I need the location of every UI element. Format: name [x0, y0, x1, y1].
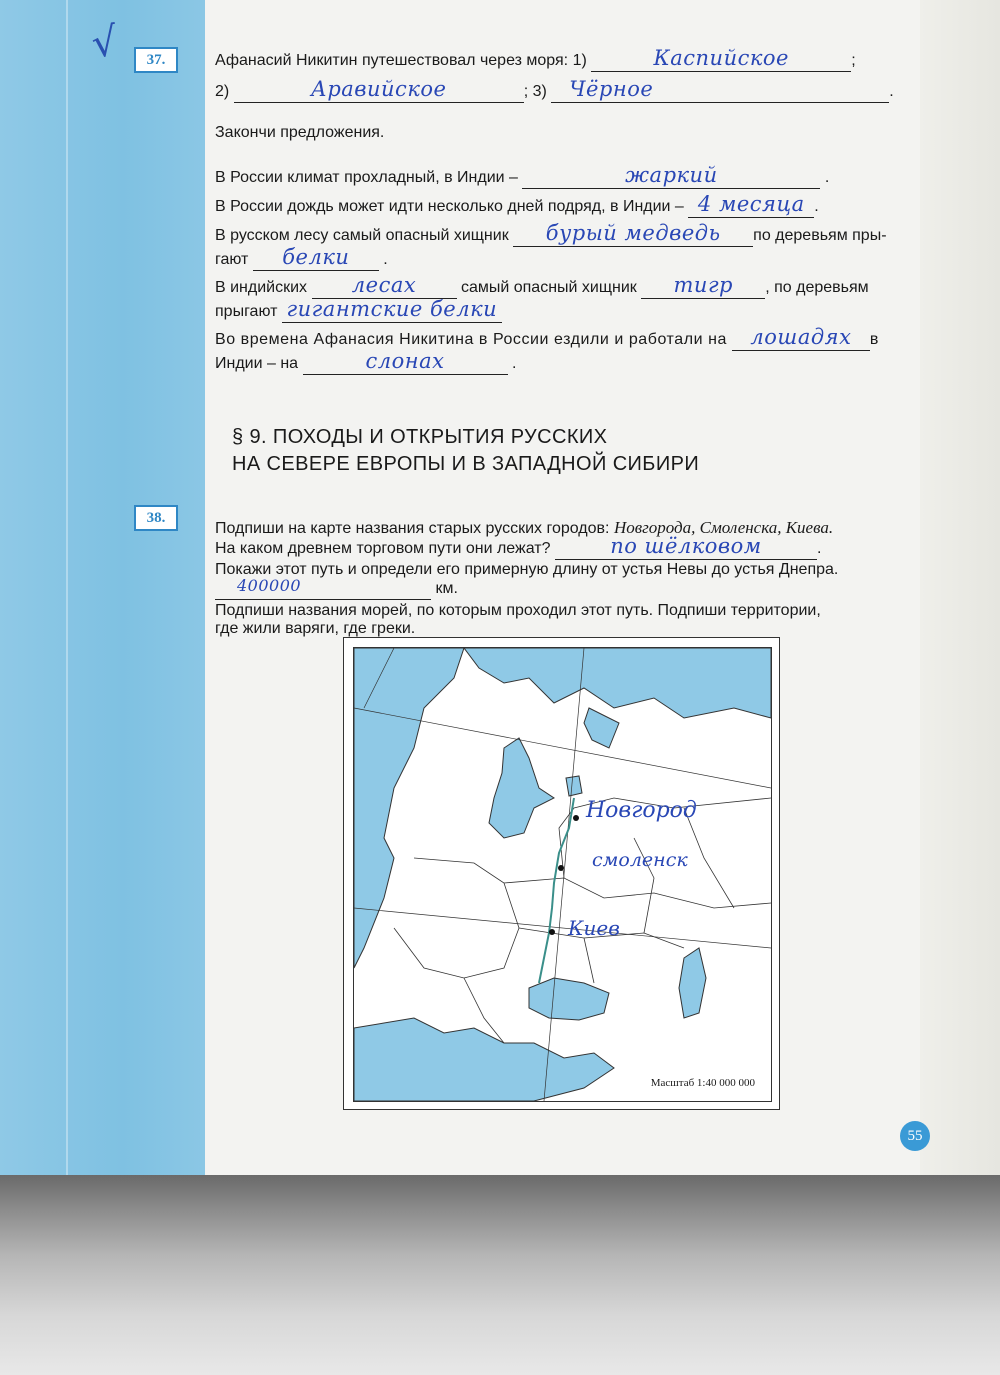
sentence-text: В русском лесу самый опасный хищник	[215, 227, 509, 244]
sentence-russian-forest	[215, 221, 887, 247]
sentence-text: Во времена Афанасия Никитина в России ездили и работали на	[215, 331, 727, 348]
handwritten-answer: Аравийское	[310, 77, 447, 101]
task38-line3: Покажи этот путь и определи его примерную длину от устья Невы до устья Днепра.	[215, 561, 839, 578]
answer-field-jumpers-india[interactable]	[282, 297, 502, 323]
city-label-smolensk: смоленск	[592, 849, 688, 871]
checkmark-icon: √	[88, 18, 121, 68]
task37-prompt: Закончи предложения.	[215, 124, 385, 141]
handwritten-answer: 4 месяца	[697, 192, 805, 216]
end-dot: .	[511, 355, 517, 372]
answer-field-sea-2[interactable]	[234, 77, 524, 103]
task37-q1-line2	[215, 77, 894, 103]
answer-field-climate[interactable]	[522, 163, 820, 189]
item-number-2: 2)	[215, 83, 230, 100]
sentence-text: в	[869, 331, 879, 348]
handwritten-answer: лесах	[351, 273, 417, 297]
task37-q1-text: Афанасий Никитин путешествовал через моря: 1)	[215, 52, 587, 69]
handwritten-answer: жаркий	[625, 163, 718, 187]
task38-line5: Подпиши названия морей, по которым проходил этот путь. Подпиши территории,	[215, 602, 821, 619]
lake-ladoga	[566, 776, 582, 796]
handwritten-answer: слонах	[365, 349, 445, 373]
sentence-text: , по деревьям	[765, 279, 869, 296]
city-dot-smolensk	[558, 865, 564, 871]
blue-margin-band	[0, 0, 205, 1200]
city-label-novgorod: Новгород	[586, 798, 697, 823]
section-heading-line1: § 9. ПОХОДЫ И ОТКРЫТИЯ РУССКИХ	[232, 426, 608, 448]
handwritten-answer: Чёрное	[569, 77, 654, 101]
city-label-kiev: Киев	[568, 916, 620, 940]
end-dot: .	[816, 540, 822, 557]
facing-page-edge	[920, 0, 1000, 1200]
sentence-text: гают	[215, 251, 249, 268]
sentence-rain	[215, 192, 819, 218]
handwritten-answer: белки	[282, 245, 350, 269]
handwritten-answer: лошадях	[750, 325, 852, 349]
answer-field-predator-india[interactable]	[641, 273, 765, 299]
sentence-text: В России дождь может идти несколько дней подряд, в Индии –	[215, 198, 684, 215]
city-dot-novgorod	[573, 815, 579, 821]
spine-crease	[66, 0, 68, 1180]
answer-field-rain[interactable]	[688, 192, 814, 218]
sentence-russian-forest-2	[215, 245, 388, 271]
answer-field-sea-1[interactable]	[591, 46, 851, 72]
task38-text: На каком древнем торговом пути они лежат?	[215, 540, 551, 557]
answer-field-trade-route[interactable]	[555, 534, 817, 560]
page-number: 55	[900, 1121, 930, 1151]
item-number-3: ; 3)	[523, 83, 547, 100]
task38-line6: где жили варяги, где греки.	[215, 620, 416, 637]
map-scale: Масштаб 1:40 000 000	[650, 1077, 755, 1089]
sentence-text: В индийских	[215, 279, 308, 296]
end-dot: .	[383, 251, 388, 268]
sentence-text: по деревьям пры-	[753, 227, 887, 244]
task-38-number: 38.	[134, 505, 178, 531]
section-heading	[232, 424, 699, 478]
handwritten-answer: Каспийское	[653, 46, 789, 70]
separator: ;	[851, 52, 856, 69]
task37-q1-line	[215, 46, 856, 72]
handwritten-answer: гигантские белки	[286, 297, 498, 321]
handwritten-answer: тигр	[673, 273, 733, 297]
task-37-number: 37.	[134, 47, 178, 73]
task38-line2	[215, 534, 822, 560]
sentence-text: прыгают	[215, 303, 278, 320]
scan-bottom-shadow	[0, 1175, 1000, 1375]
task38-text: Подпиши на карте названия старых русских городов:	[215, 520, 610, 537]
europe-contour-map	[354, 648, 771, 1101]
sentence-transport	[215, 325, 879, 351]
answer-field-length[interactable]	[215, 576, 431, 600]
handwritten-answer: по шёлковом	[610, 534, 762, 558]
map-canvas	[353, 647, 772, 1102]
answer-field-sea-3[interactable]	[551, 77, 889, 103]
answer-field-jumpers-russia[interactable]	[253, 245, 379, 271]
end-dot: .	[889, 83, 894, 100]
contour-map	[343, 637, 780, 1110]
sentence-text: самый опасный хищник	[460, 279, 637, 296]
answer-field-transport-india[interactable]	[303, 349, 508, 375]
end-dot: .	[824, 169, 830, 186]
city-dot-kiev	[549, 929, 555, 935]
handwritten-answer: бурый медведь	[545, 221, 721, 245]
task38-line4	[215, 578, 458, 600]
answer-field-predator-russia[interactable]	[513, 221, 753, 247]
sentence-text: В России климат прохладный, в Индии –	[215, 169, 518, 186]
section-heading-line2: НА СЕВЕРЕ ЕВРОПЫ И В ЗАПАДНОЙ СИБИРИ	[232, 453, 700, 475]
sentence-indian-forest-2	[215, 297, 502, 323]
handwritten-answer: 400000	[237, 576, 302, 595]
sentence-transport-2	[215, 349, 517, 375]
answer-field-india-forest[interactable]	[312, 273, 457, 299]
sentence-text: Индии – на	[215, 355, 299, 372]
task38-cities: Новгорода, Смоленска, Киева.	[613, 518, 834, 537]
end-dot: .	[814, 198, 819, 215]
sentence-climate	[215, 163, 830, 189]
answer-field-transport-russia[interactable]	[732, 325, 870, 351]
unit-km: км.	[435, 580, 458, 597]
sentence-indian-forest	[215, 273, 869, 299]
